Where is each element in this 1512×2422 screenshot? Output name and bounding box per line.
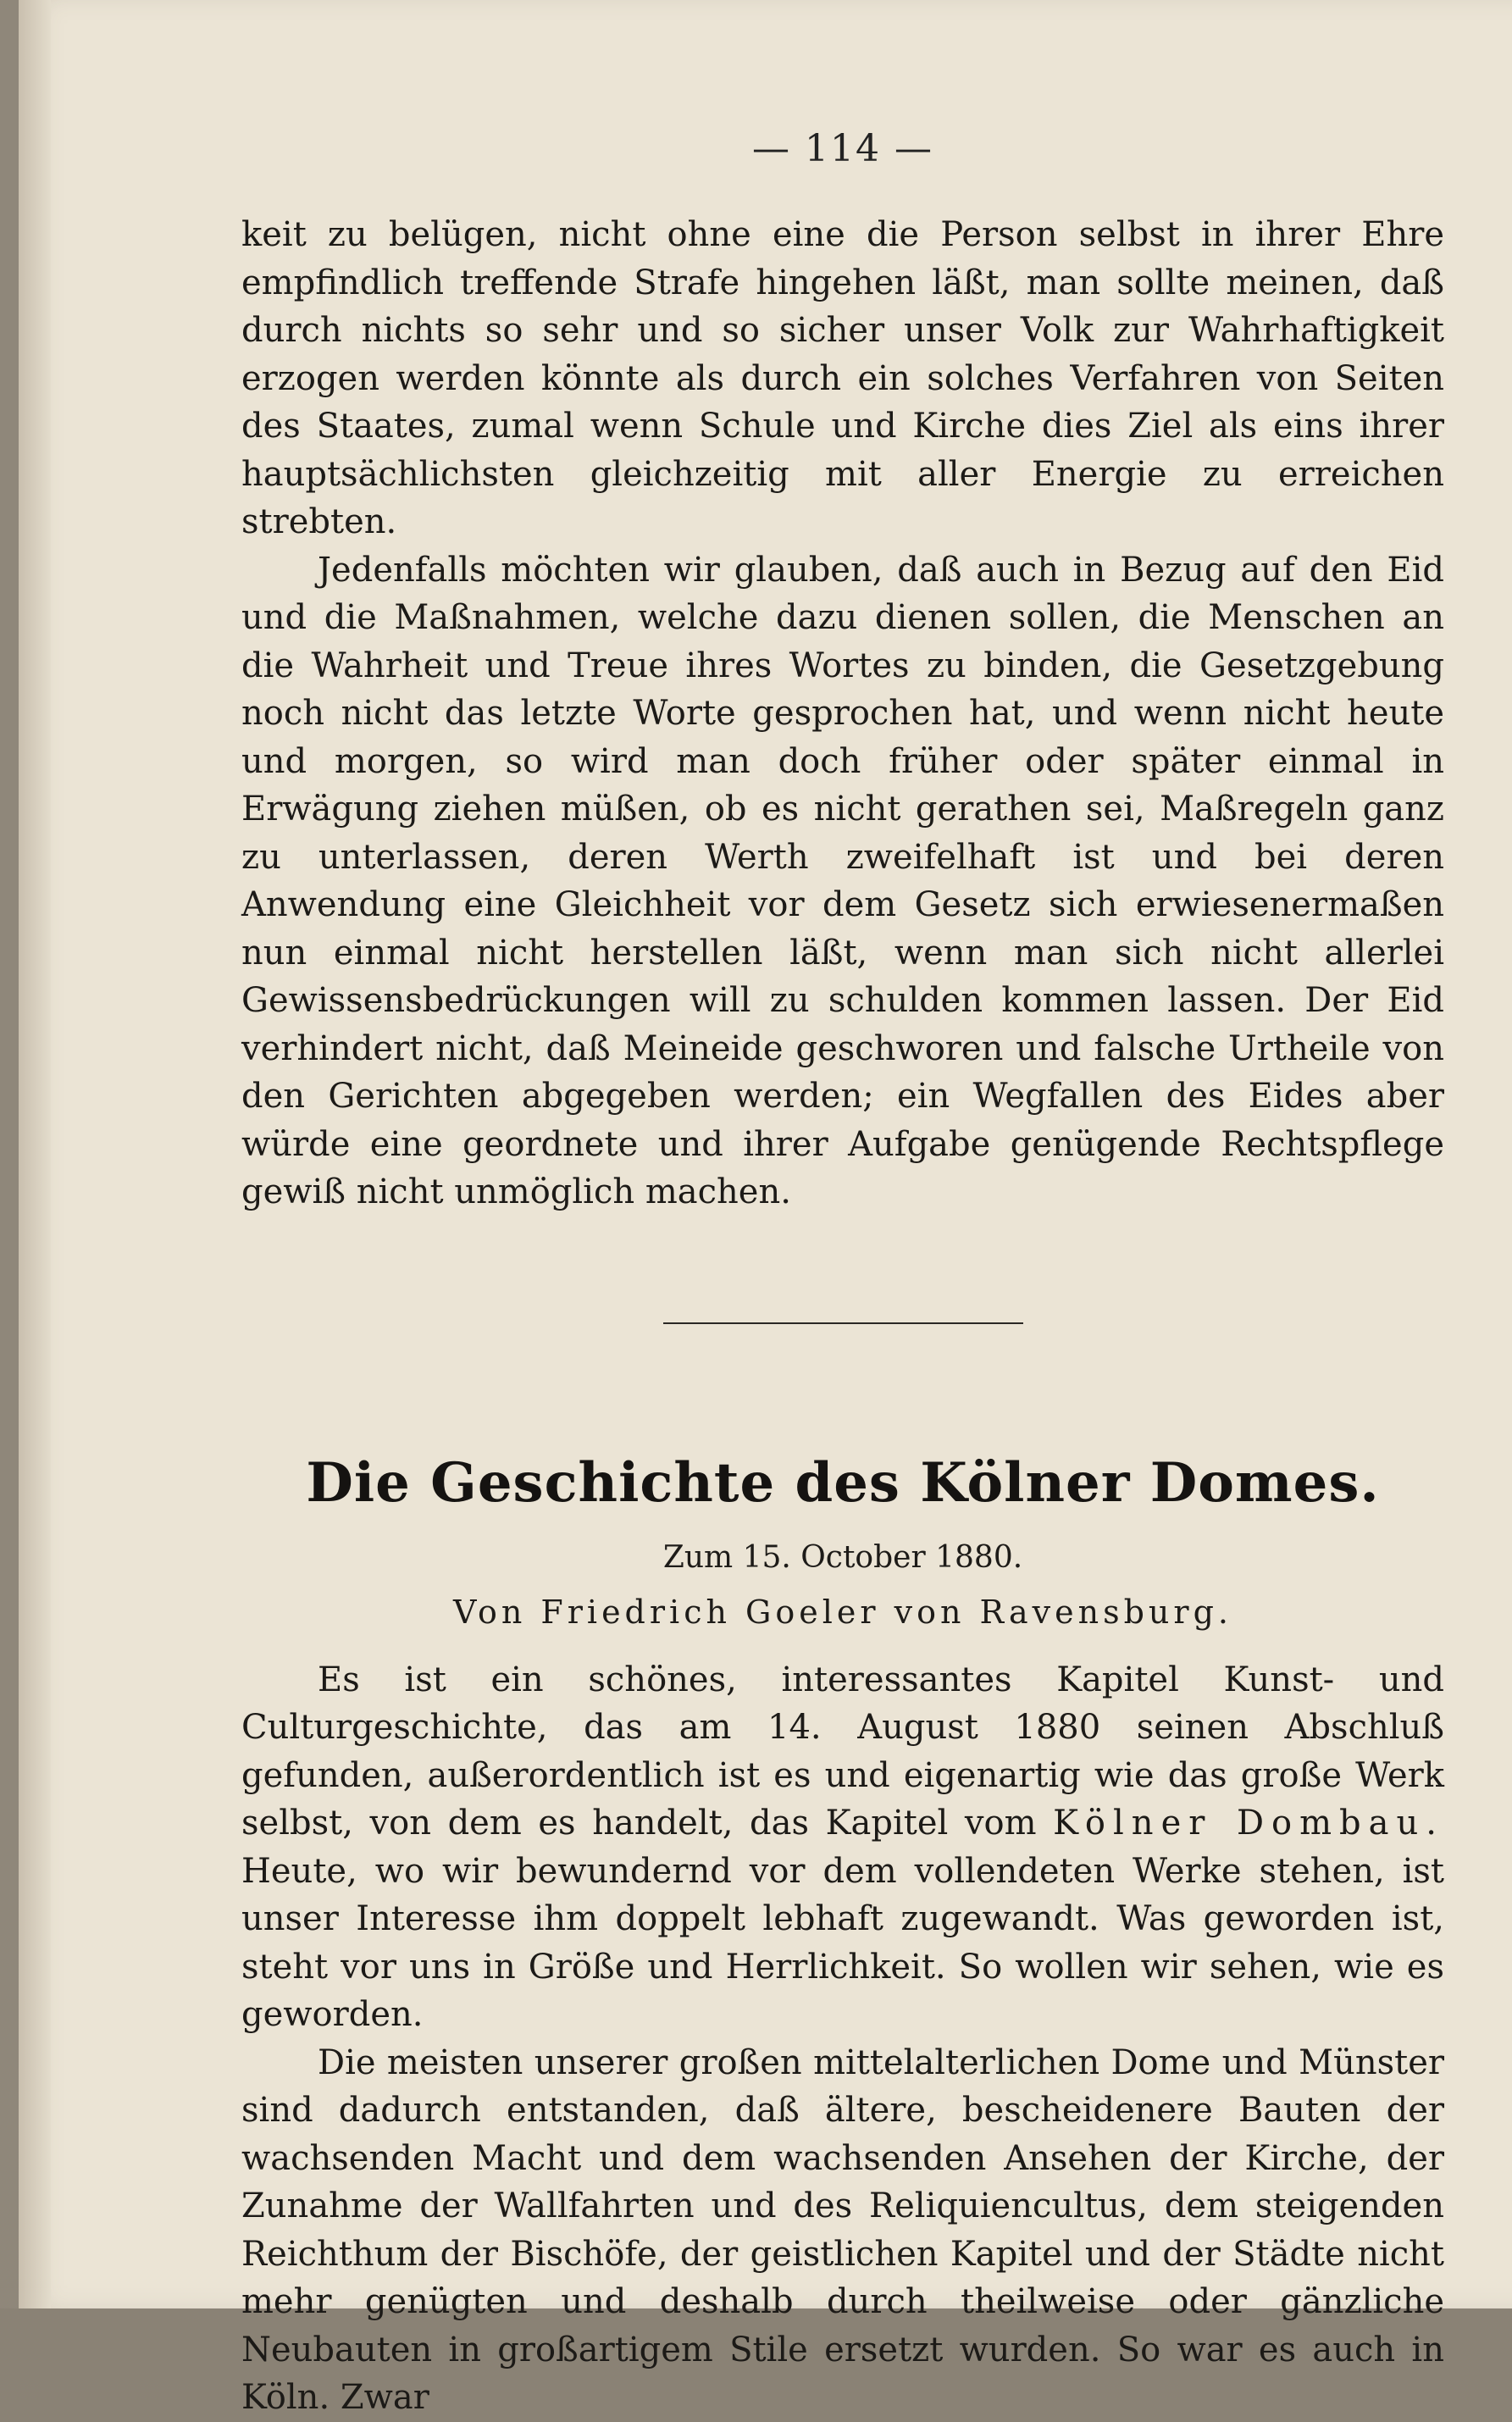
article-author: Von Friedrich Goeler von Ravensburg. bbox=[453, 1593, 1232, 1631]
article-title: Die Geschichte des Kölner Domes. bbox=[306, 1450, 1380, 1515]
page-number: — 114 — bbox=[752, 127, 933, 170]
section-divider bbox=[663, 1322, 1023, 1324]
previous-article-paragraph-2: Jedenfalls möchten wir glauben, daß auch in Bezug auf den Eid und die Maßnahmen, welche dazu dienen sollen, die Menschen an die Wahrheit und Treue ihres Wortes zu binden, die Gesetzgebung noch nicht das letzte Worte gesprochen hat, und wenn nicht heute und morgen, so wird man doch früher oder später einmal in Erwägung ziehen müßen, ob es nicht gerathen sei, Maßregeln ganz zu unterlassen, deren Werth zweifelhaft ist und bei deren Anwendung eine Gleichheit vor dem Gesetz sich erwiesenermaßen nun einmal nicht herstellen läßt, wenn man sich nicht allerlei Gewissensbedrückungen will zu schulden kommen lassen. Der Eid verhindert nicht, daß Meineide geschworen und falsche Urtheile von den Gerichten abgegeben werden; ein Wegfallen des Eides aber würde eine geordnete und ihrer Aufgabe genügende Rechtspflege gewiß nicht unmöglich machen. bbox=[241, 550, 1444, 1211]
article-emphasis-koelner-dombau: Kölner Dombau. bbox=[1053, 1804, 1444, 1843]
page-content bbox=[241, 127, 1444, 2422]
article-paragraph-1 bbox=[241, 1656, 1444, 2039]
article-paragraph-1-start: Es ist ein schönes, interessantes Kapitel Kunst- und Culturgeschichte, das am 14. August 1880 seinen Abschluß gefunden, außerordentlich ist es und eigenartig wie das große Werk selbst, von dem es handelt, das Kapitel vom bbox=[241, 1660, 1444, 1843]
article-date: Zum 15. October 1880. bbox=[662, 1539, 1023, 1575]
article-paragraph-2: Die meisten unserer großen mittelalterlichen Dome und Münster sind dadurch entstanden, daß ältere, bescheidenere Bauten der wachsenden Macht und dem wachsenden Ansehen der Kirche, der Zunahme der Wallfahrten und des Reliquiencultus, dem steigenden Reichthum der Bischöfe, der geistlichen Kapitel und der Städte nicht mehr genügten und deshalb durch theilweise oder gänzliche Neubauten in großartigem Stile ersetzt wurden. So war es auch in Köln. Zwar bbox=[241, 2042, 1444, 2417]
page-gutter bbox=[19, 0, 51, 2308]
previous-article-paragraph-1: keit zu belügen, nicht ohne eine die Person selbst in ihrer Ehre empfindlich treffende Strafe hingehen läßt, man sollte meinen, daß durch nichts so sehr und so sicher unser Volk zur Wahrhaftigkeit erzogen werden könnte als durch ein solches Verfahren von Seiten des Staates, zumal wenn Schule und Kirche dies Ziel als eins ihrer hauptsächlichsten gleichzeitig mit aller Energie zu erreichen strebten. bbox=[241, 215, 1444, 541]
article-paragraph-1-end: Heute, wo wir bewundernd vor dem vollendeten Werke stehen, ist unser Interesse ihm doppelt lebhaft zugewandt. Was geworden ist, steht vor uns in Größe und Herrlichkeit. So wollen wir sehen, wie es geworden. bbox=[241, 1851, 1444, 2034]
